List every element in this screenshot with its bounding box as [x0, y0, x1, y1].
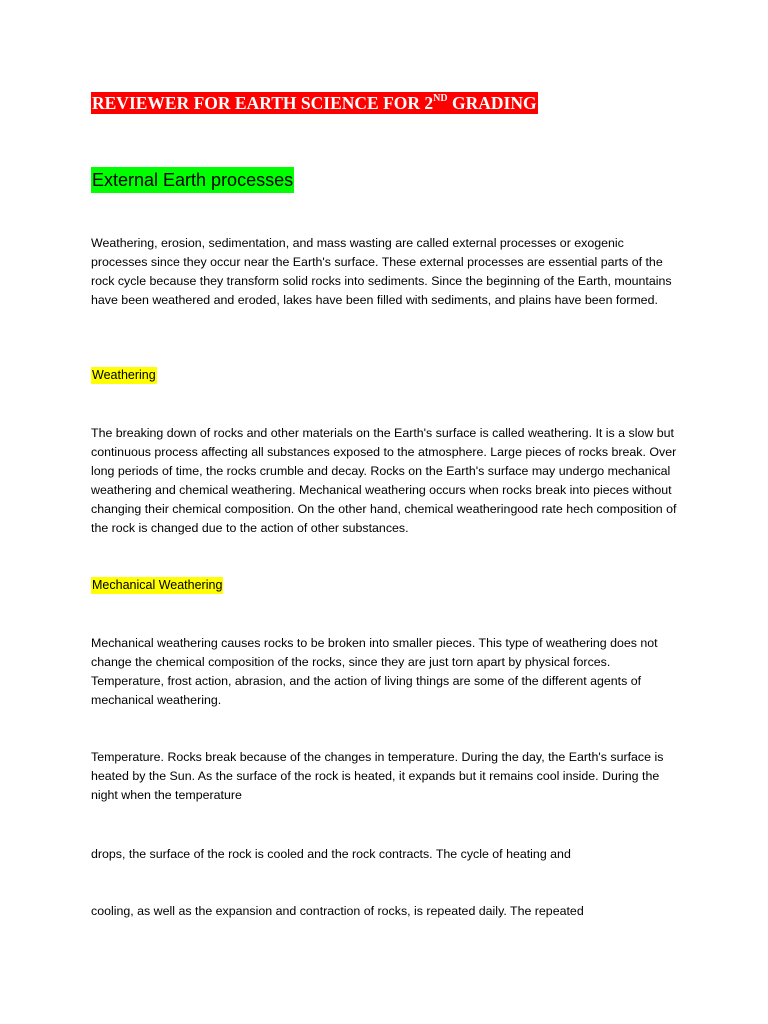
subheading-mechanical-weathering: Mechanical Weathering	[92, 578, 223, 592]
mechanical-weathering-paragraph: Mechanical weathering causes rocks to be broken into smaller pieces. This type of weathering does not change the chemical composition of the rocks, since they are just torn apart by physical forces. Temperature, frost action, abrasion, and the action of living things are some of the different agents of mechanical weathering.	[91, 636, 658, 707]
title-end-text: GRADING	[447, 93, 537, 113]
subheading-weathering: Weathering	[92, 368, 156, 382]
cooling-paragraph: cooling, as well as the expansion and contraction of rocks, is repeated daily. The repeated	[91, 904, 584, 918]
title-main-text: REVIEWER FOR EARTH SCIENCE FOR 2	[92, 93, 434, 113]
section-heading-external-processes: External Earth processes	[91, 167, 294, 193]
document-title	[91, 92, 538, 114]
temperature-paragraph: Temperature. Rocks break because of the changes in temperature. During the day, the Earth's surface is heated by the Sun. As the surface of the rock is heated, it expands but it remains cool inside. During the night when the temperature	[91, 750, 664, 802]
intro-paragraph: Weathering, erosion, sedimentation, and mass wasting are called external processes or exogenic processes since they occur near the Earth's surface. These external processes are essential parts of the rock cycle because they transform solid rocks into sediments. Since the beginning of the Earth, mountains have been weathered and eroded, lakes have been filled with sediments, and plains have been formed.	[91, 236, 672, 307]
weathering-paragraph: The breaking down of rocks and other materials on the Earth's surface is called weathering. It is a slow but continuous process affecting all substances exposed to the atmosphere. Large pieces of rocks break. Over long periods of time, the rocks crumble and decay. Rocks on the Earth's surface may undergo mechanical weathering and chemical weathering. Mechanical weathering occurs when rocks break into pieces without changing their chemical composition. On the other hand, chemical weatheringood rate hech composition of the rock is changed due to the action of other substances.	[91, 426, 677, 535]
drops-paragraph: drops, the surface of the rock is cooled and the rock contracts. The cycle of heating and	[91, 847, 571, 861]
title-superscript: ND	[433, 93, 448, 105]
